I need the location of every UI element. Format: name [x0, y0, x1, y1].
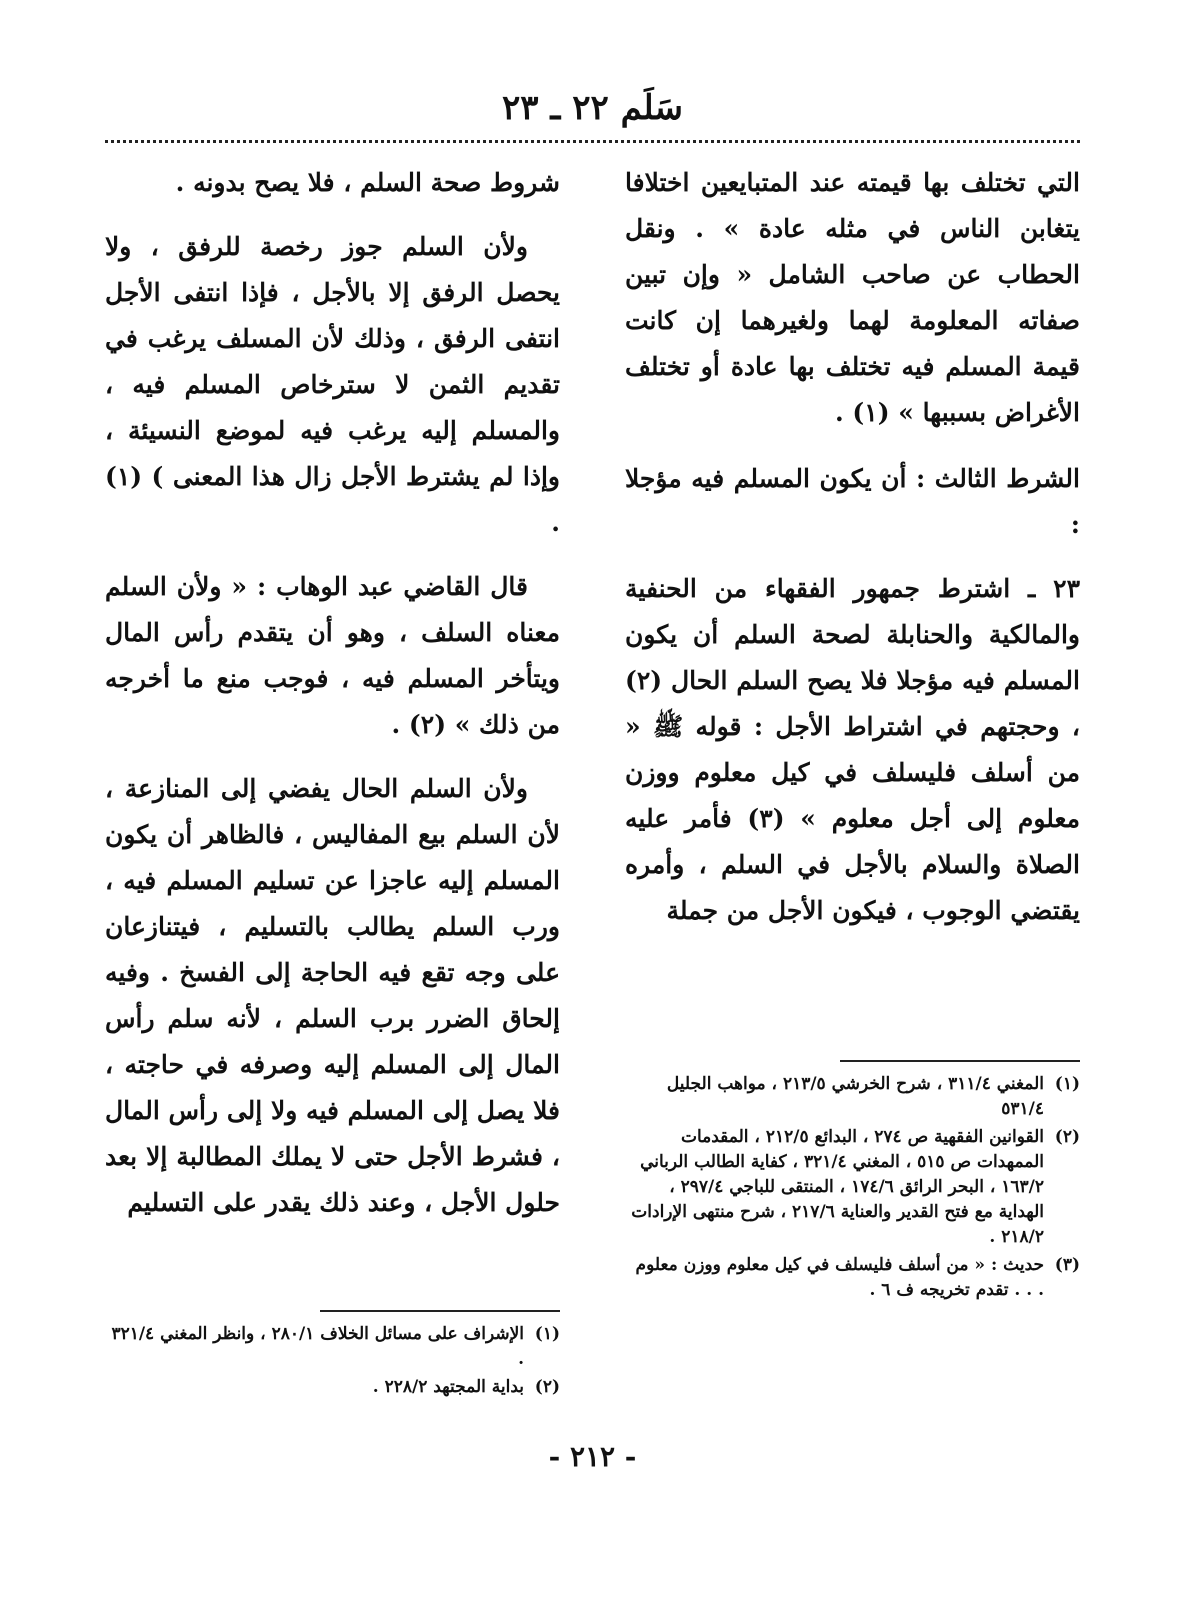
header-dotted-rule	[105, 140, 1080, 143]
page-header-title: سَلَم ٢٢ ـ ٢٣	[502, 88, 683, 128]
footnotes-right	[625, 1060, 1080, 1306]
footnote-item: (٣)حديث : « من أسلف فليسلف في كيل معلوم ووزن معلوم . . . تقدم تخريجه ف ٦ .	[635, 1255, 1080, 1300]
right-paragraph-2: ٢٣ ـ اشترط جمهور الفقهاء من الحنفية والمالكية والحنابلة لصحة السلم أن يكون المسلم فيه مؤجلا فلا يصح السلم الحال (٢) ، وحجتهم في اشتراط الأجل : قوله ﷺ « من أسلف فليسلف في كيل معلوم ووزن معلوم إلى أجل معلوم » (٣) فأمر عليه الصلاة والسلام بالأجل في السلم ، وأمره يقتضي الوجوب ، فيكون الأجل من جملة	[625, 574, 1080, 925]
footnote-item: (٢)بداية المجتهد ٢٢٨/٢ .	[372, 1377, 560, 1397]
footnote-item: (٢)القوانين الفقهية ص ٢٧٤ ، البدائع ٢١٢/٥ ، المقدمات الممهدات ص ٥١٥ ، المغني ٣٢١/٤ ، كفاية الطالب الرباني ١٦٣/٢ ، البحر الرائق ١٧٤/٦ ، المنتقى للباجي ٢٩٧/٤ ، الهداية مع فتح القدير والعناية ٢١٧/٦ ، شرح منتهى الإرادات ٢١٨/٢ .	[631, 1127, 1080, 1247]
footnotes-left	[105, 1310, 560, 1403]
left-paragraph-1: شروط صحة السلم ، فلا يصح بدونه .	[175, 168, 560, 197]
page-number: - ٢١٢ -	[548, 1440, 637, 1473]
right-column	[625, 160, 1080, 952]
left-paragraph-2: ولأن السلم جوز رخصة للرفق ، ولا يحصل الرفق إلا بالأجل ، فإذا انتفى الأجل انتفى الرفق ، وذلك لأن المسلف يرغب في تقديم الثمن لا سترخاص المسلم فيه ، والمسلم إليه يرغب فيه لموضع النسيئة ، وإذا لم يشترط الأجل زال هذا المعنى ) (١) .	[105, 232, 560, 537]
footnote-item: (١)المغني ٣١١/٤ ، شرح الخرشي ٢١٣/٥ ، مواهب الجليل ٥٣١/٤	[666, 1074, 1080, 1119]
left-paragraph-3: قال القاضي عبد الوهاب : « ولأن السلم معناه السلف ، وهو أن يتقدم رأس المال ويتأخر المسلم فيه ، فوجب منع ما أخرجه من ذلك » (٢) .	[105, 572, 560, 739]
footnote-divider	[320, 1310, 560, 1312]
right-paragraph-1: التي تختلف بها قيمته عند المتبايعين اختلافا يتغابن الناس في مثله عادة » . ونقل الحطاب عن صاحب الشامل « وإن تبين صفاته المعلومة لهما ولغيرهما إن كانت قيمة المسلم فيه تختلف بها عادة أو تختلف الأغراض بسببها » (١) .	[625, 168, 1080, 427]
footnote-divider	[840, 1060, 1080, 1062]
left-paragraph-4: ولأن السلم الحال يفضي إلى المنازعة ، لأن السلم بيع المفاليس ، فالظاهر أن يكون المسلم إليه عاجزا عن تسليم المسلم فيه ، ورب السلم يطالب بالتسليم ، فيتنازعان على وجه تقع فيه الحاجة إلى الفسخ . وفيه إلحاق الضرر برب السلم ، لأنه سلم رأس المال إلى المسلم إليه وصرفه في حاجته ، فلا يصل إلى المسلم فيه ولا إلى رأس المال ، فشرط الأجل حتى لا يملك المطالبة إلا بعد حلول الأجل ، وعند ذلك يقدر على التسليم	[105, 774, 560, 1217]
section-heading: الشرط الثالث : أن يكون المسلم فيه مؤجلا :	[625, 464, 1080, 539]
left-column	[105, 160, 560, 1244]
footnote-item: (١)الإشراف على مسائل الخلاف ٢٨٠/١ ، وانظر المغني ٣٢١/٤ .	[111, 1324, 560, 1369]
